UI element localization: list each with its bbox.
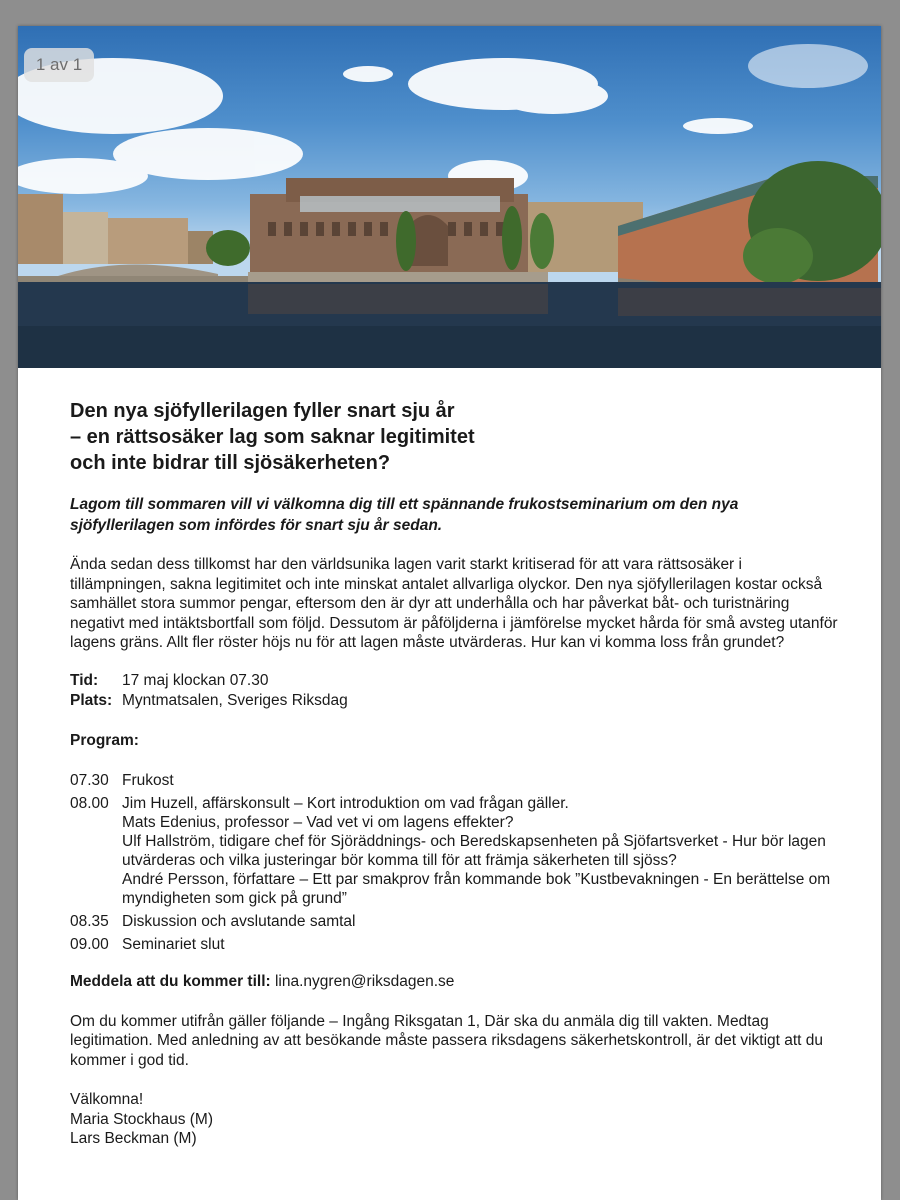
program-description	[122, 771, 840, 790]
page-indicator: 1 av 1	[24, 48, 94, 82]
body-paragraph: Ända sedan dess tillkomst har den världsunika lagen varit starkt kritiserad för att vara rättsosäker i tillämpningen, sakna legitimitet och inte minskat antalet allvarliga olyckor. Den nya sjöfyllerilagen kostar också samhället stora summor pengar, eftersom den är dyr att underhålla och har påverkat båt- och turistnäring negativt med intäktsbortfall som följd. Dessutom är påföljderna i jämförelse mycket hårda för små avsteg utanför lagens gräns. Allt fler röster höjs nu för att lagen måste utvärderas. Hur kan vi komma loss från grundet?	[70, 556, 838, 651]
document-page	[18, 26, 881, 1200]
program-line: Mats Edenius, professor – Vad vet vi om lagens effekter?	[122, 813, 514, 831]
program-line: Seminariet slut	[122, 935, 225, 953]
rsvp-line	[70, 972, 840, 992]
program-heading: Program:	[70, 731, 139, 749]
rsvp-email-link[interactable]: lina.nygren@riksdagen.se	[274, 972, 455, 990]
event-details	[70, 671, 840, 711]
title-line: Den nya sjöfyllerilagen fyller snart sju år	[70, 400, 455, 422]
lead-paragraph: Lagom till sommaren vill vi välkomna dig till ett spännande frukostseminarium om den nya sjöfyllerilagen som infördes för snart sju år sedan.	[70, 496, 739, 534]
program-time: 09.00	[70, 935, 109, 953]
program-line: André Persson, författare – Ett par smakprov från kommande bok ”Kustbevakningen - En berättelse om myndigheten som gick på grund”	[122, 870, 831, 907]
program-item	[70, 912, 840, 931]
place-row	[70, 691, 840, 711]
program-description	[122, 794, 840, 908]
signatory: Lars Beckman (M)	[70, 1130, 197, 1147]
riksdag-illustration	[18, 26, 881, 368]
program-description	[122, 935, 840, 954]
program-item	[70, 794, 840, 908]
document-content	[70, 398, 840, 1149]
program-description	[122, 912, 840, 931]
time-row	[70, 671, 840, 691]
closing-greeting: Välkomna!	[70, 1091, 144, 1108]
program-item	[70, 771, 840, 790]
time-label: Tid:	[70, 671, 99, 689]
place-value: Myntmatsalen, Sveriges Riksdag	[122, 691, 348, 709]
program-line: Diskussion och avslutande samtal	[122, 912, 356, 930]
program-time: 08.35	[70, 912, 109, 930]
document-title	[70, 398, 840, 476]
time-value: 17 maj klockan 07.30	[122, 671, 269, 689]
visitor-info: Om du kommer utifrån gäller följande – Ingång Riksgatan 1, Där ska du anmäla dig till vakten. Medtag legitimation. Med anledning av att besökande måste passera riksdagens säkerhetskontroll, är det viktigt att du kommer i god tid.	[70, 1012, 824, 1069]
rsvp-label: Meddela att du kommer till:	[70, 972, 271, 990]
program-time: 07.30	[70, 771, 109, 789]
program-list	[70, 771, 840, 954]
title-line: – en rättsosäker lag som saknar legitimitet	[70, 426, 475, 448]
signature-block	[70, 1090, 840, 1149]
program-line: Frukost	[122, 771, 174, 789]
program-line: Jim Huzell, affärskonsult – Kort introduktion om vad frågan gäller.	[122, 794, 569, 812]
riksdag-photo	[18, 26, 881, 368]
program-item	[70, 935, 840, 954]
program-line: Ulf Hallström, tidigare chef för Sjöräddnings- och Beredskapsenheten på Sjöfartsverket - Hur bör lagen utvärderas och vilka justeringar bör komma till för att främja säkerheten till sjöss?	[122, 832, 826, 869]
place-label: Plats:	[70, 691, 113, 709]
signatory: Maria Stockhaus (M)	[70, 1110, 213, 1128]
title-line: och inte bidrar till sjösäkerheten?	[70, 452, 391, 474]
program-time: 08.00	[70, 794, 109, 812]
